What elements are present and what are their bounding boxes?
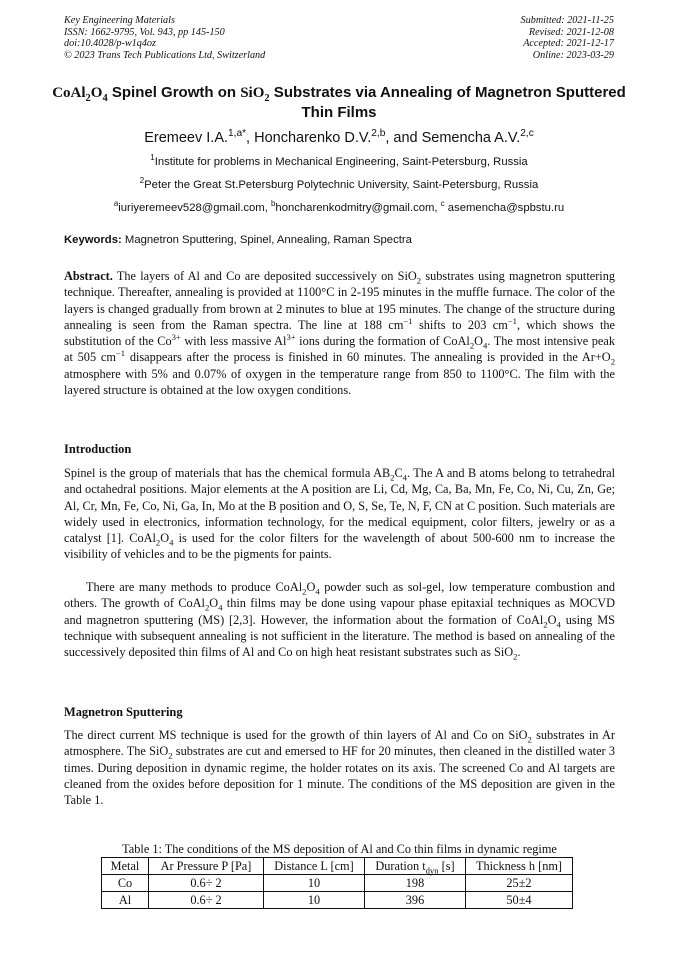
accepted-date: Accepted: 2021-12-17 [523,38,614,50]
table-cell: 50±4 [466,892,573,909]
author-emails: $^a$iuriyeremeev528@gmail.com, $^b$honcharenkodmitry@gmail.com, $^c$ asemencha@spbstu.ru [113,199,565,214]
journal-header-right [521,15,614,61]
abstract: Abstract. The layers of Al and Co are deposited successively on SiO$_2$ substrates using magnetron sputtering technique. Thereafter, annealing is provided at 1100°C in 2-195 minutes in the muffle furnace. The color of the layers is changed gradually from brown at 2 minutes to blue at 195 minutes. The change of the structure during annealing is seen from the Raman spectra. The line at 188 $cm^{-1}$ shifts to 203 $cm^{-1}$, which shows the substitution of the $Co^{3+}$ with less massive $Al^{3+}$ ions during the formation of $CoAl_2O_4$. The most intensive peak at 505 $cm^{-1}$ disappears after the process is finished in 60 minutes. The annealing is provided in the $Ar+O_2$ atmosphere with 5% and 0.07% of oxygen in the temperature range from 850 to 1100°C. The film with the layered structure is obtained at the low oxygen conditions. [64,269,616,398]
issn-volume: ISSN: 1662-9795, Vol. 943, pp 145-150 [64,26,225,38]
table-cell: 198 [365,875,466,892]
table-row [102,875,573,892]
revised-date: Revised: 2021-12-08 [528,26,614,38]
affiliation-2: $^2$Peter the Great St.Petersburg Polytechnic University, Saint-Petersburg, Russia [139,176,539,191]
col-metal: Metal [102,858,149,875]
col-duration: Duration $t_{dyn}$ [s] [365,858,466,875]
magnetron-sputtering-paragraph: The direct current MS technique is used for the growth of thin layers of Al and Co on SiO$_2$ substrates in Ar atmosphere. The SiO$_2$ substrates are cut and emersed to HF for 20 minutes, then cleaned in the distilled water 3 times. During deposition in dynamic regime, the holder rotates on its axis. The screened Co and Al targets are cleaned from the oxides before deposition for 1 minute. The conditions of the MS deposition are given in the Table 1. [64,728,615,808]
online-date: Online: 2023-03-29 [532,49,614,61]
introduction-paragraph-2: There are many methods to produce $CoAl_2O_4$ powder such as sol-gel, low temperature combustion and others. The growth of $CoAl_2O_4$ thin films may be done using vapour phase epitaxial techniques as MOCVD and magnetron sputtering (MS) [2,3]. However, the information about the formation of $CoAl_2O_4$ using MS technique with subsequent annealing is not sufficient in the literature. The method is based on annealing of the successively deposited thin films of Al and Co on high heat resistant substrates such as SiO$_2$. [64,580,616,662]
table-cell: 10 [264,892,365,909]
journal-name: Key Engineering Materials [64,15,175,26]
table-cell: Al [102,892,149,909]
copyright: © 2023 Trans Tech Publications Ltd, Switzerland [64,49,266,61]
table-cell: 0.6÷ 2 [149,875,264,892]
journal-header-left [64,15,265,61]
table-cell: 10 [264,875,365,892]
col-distance: Distance L [cm] [264,858,365,875]
table-cell: 25±2 [466,875,573,892]
table-header-row [102,858,573,875]
ms-conditions-table [101,857,573,909]
affiliation-1: $^1$Institute for problems in Mechanical Engineering, Saint-Petersburg, Russia [150,153,528,168]
table-cell: 396 [365,892,466,909]
doi: doi:10.4028/p-w1q4oz [64,38,156,50]
table-caption: Table 1: The conditions of the MS deposition of Al and Co thin films in dynamic regime [122,842,557,856]
introduction-heading: Introduction [64,442,132,456]
table-row [102,892,573,909]
submitted-date: Submitted: 2021-11-25 [520,15,614,26]
paper-title: $CoAl_2O_4$ Spinel Growth on SiO$_2$ Substrates via Annealing of Magnetron Sputtered Thin Films [52,84,626,121]
keywords: Keywords: Magnetron Sputtering, Spinel, Annealing, Raman Spectra [64,234,412,246]
table-cell: 0.6÷ 2 [149,892,264,909]
magnetron-sputtering-heading: Magnetron Sputtering [64,705,183,719]
col-ar-pressure: Ar Pressure P [Pa] [149,858,264,875]
table-cell: Co [102,875,149,892]
introduction-paragraph-1: Spinel is the group of materials that has the chemical formula $AB_2C_4$. The A and B atoms belong to tetrahedral and octahedral positions. Major elements at the A position are Li, Cd, Mg, Ca, Ba, Mn, Fe, Co, Ni, Cu, Zn, Ge; Al, Cr, Mn, Fe, Co, Ni, Ga, In, Mo at the B position and O, S, Se, Te, N, F, CN at C position. Such materials are widely used in electronics, information technology, for the medical equipment, color filters, jewelry or as a catalyst [1]. $CoAl_2O_4$ is used for the color filters for the wavelength of about 500-600 nm to increase the visibility of vehicles and to be the pigments for paints. [64,466,615,562]
col-thickness: Thickness h [nm] [466,858,573,875]
author-list: Eremeev I.A.$^{1,a*}$, Honcharenko D.V.$^{2,b}$, and Semencha A.V.$^{2,c}$ [144,128,534,146]
